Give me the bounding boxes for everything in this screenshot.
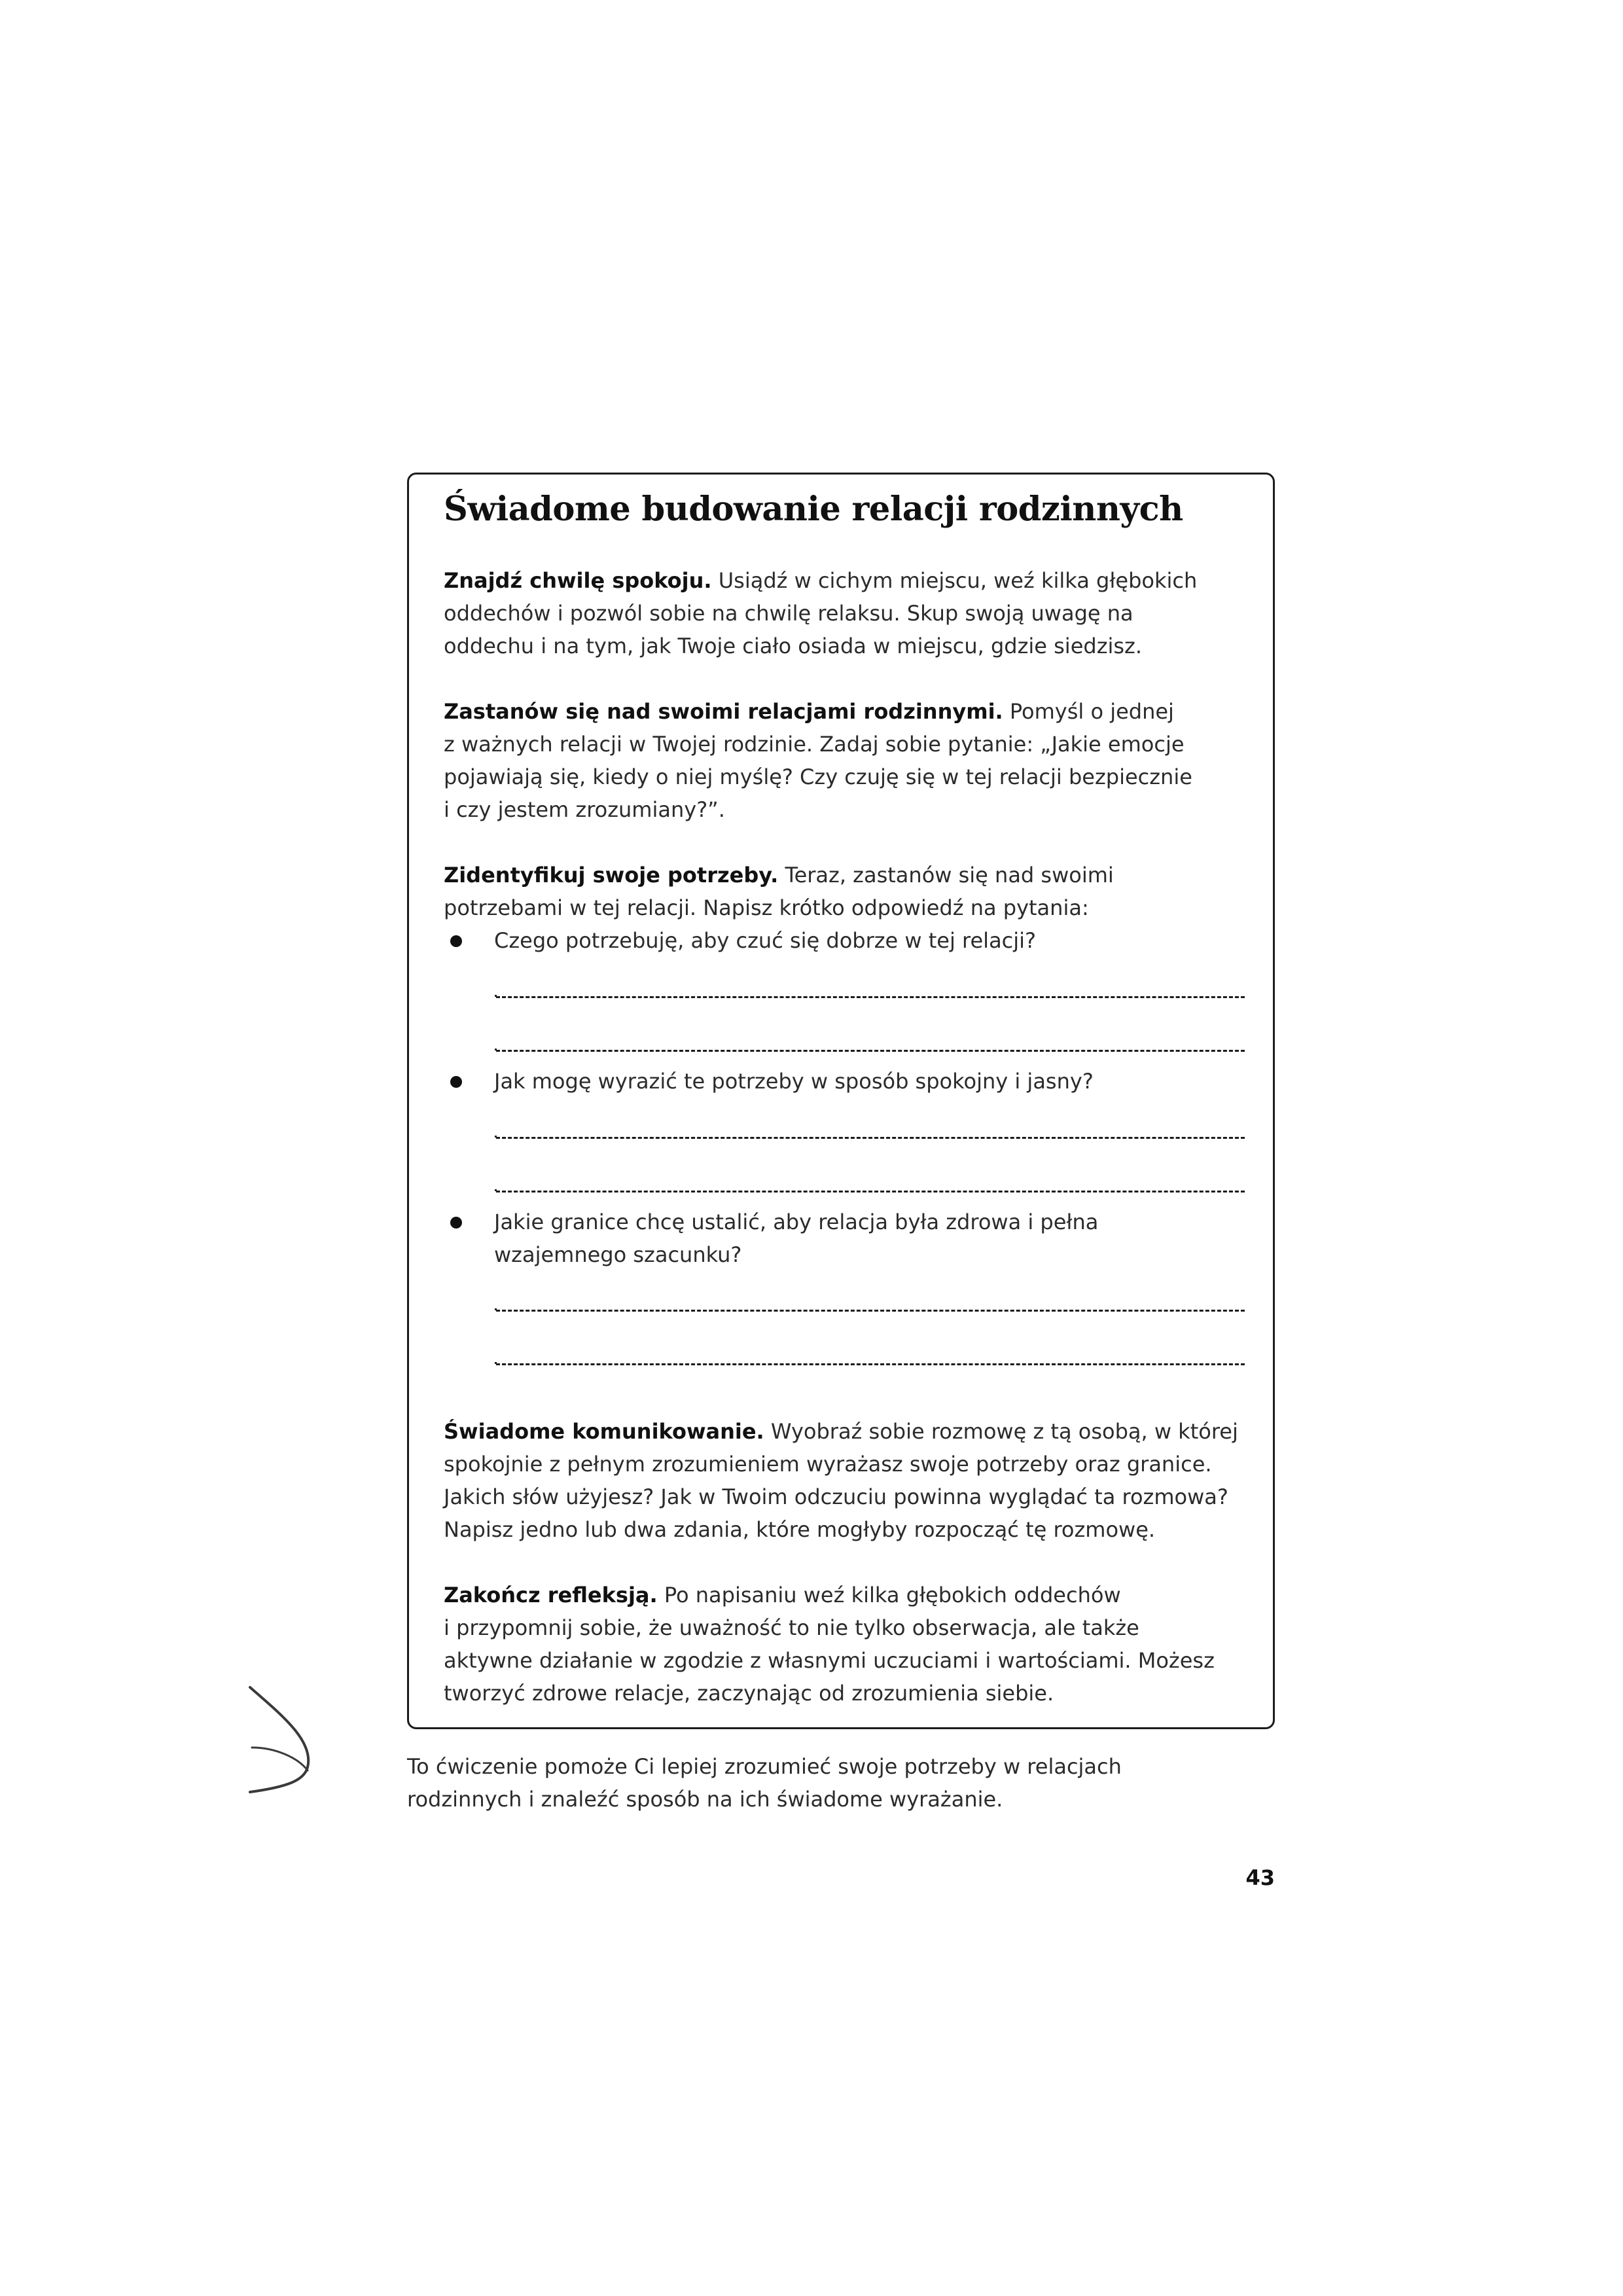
section-find-calm bbox=[444, 564, 1262, 662]
answer-line[interactable] bbox=[496, 996, 1245, 998]
section-text: i czy jestem zrozumiany?”. bbox=[444, 797, 725, 822]
bullet-icon bbox=[450, 935, 462, 947]
section-lead: Zastanów się nad swoimi relacjami rodzinnymi. bbox=[444, 699, 1003, 724]
section-text: potrzebami w tej relacji. Napisz krótko odpowiedź na pytania: bbox=[444, 895, 1089, 920]
answer-line[interactable] bbox=[496, 1310, 1245, 1312]
section-identify-needs bbox=[444, 859, 1262, 924]
section-conscious-communication bbox=[444, 1415, 1262, 1546]
bullet-icon bbox=[450, 1076, 462, 1088]
section-text: spokojnie z pełnym zrozumieniem wyrażasz swoje potrzeby oraz granice. bbox=[444, 1452, 1212, 1477]
answer-line[interactable] bbox=[496, 1050, 1245, 1052]
section-text: Teraz, zastanów się nad swoimi bbox=[778, 863, 1114, 888]
section-lead: Znajdź chwilę spokoju. bbox=[444, 568, 712, 593]
section-text: aktywne działanie w zgodzie z własnymi uczuciami i wartościami. Możesz bbox=[444, 1648, 1215, 1673]
page-number: 43 bbox=[1245, 1865, 1275, 1890]
answer-line[interactable] bbox=[496, 1363, 1245, 1365]
section-text: i przypomnij sobie, że uważność to nie tylko obserwacja, ale także bbox=[444, 1615, 1139, 1640]
section-text: tworzyć zdrowe relacje, zaczynając od zrozumienia siebie. bbox=[444, 1681, 1054, 1706]
question-text: wzajemnego szacunku? bbox=[494, 1242, 742, 1267]
question-text: Jak mogę wyrazić te potrzeby w sposób spokojny i jasny? bbox=[494, 1069, 1094, 1094]
section-reflection bbox=[444, 1579, 1262, 1710]
section-text: Po napisaniu weź kilka głębokich oddechów bbox=[657, 1583, 1121, 1607]
section-text: Pomyśl o jednej bbox=[1003, 699, 1174, 724]
section-text: oddechów i pozwól sobie na chwilę relaksu. Skup swoją uwagę na bbox=[444, 601, 1133, 626]
section-text: z ważnych relacji w Twojej rodzinie. Zadaj sobie pytanie: „Jakie emocje bbox=[444, 732, 1185, 757]
answer-line[interactable] bbox=[496, 1191, 1245, 1193]
exercise-title: Świadome budowanie relacji rodzinnych bbox=[444, 490, 1183, 529]
question-text: Jakie granice chcę ustalić, aby relacja była zdrowa i pełna bbox=[494, 1210, 1099, 1234]
section-text: Napisz jedno lub dwa zdania, które mogłyby rozpocząć tę rozmowę. bbox=[444, 1517, 1156, 1542]
section-family-relations bbox=[444, 695, 1262, 826]
question-text: Czego potrzebuję, aby czuć się dobrze w tej relacji? bbox=[494, 928, 1037, 953]
bullet-icon bbox=[450, 1217, 462, 1229]
section-text: oddechu i na tym, jak Twoje ciało osiada w miejscu, gdzie siedzisz. bbox=[444, 634, 1143, 658]
footer-note bbox=[407, 1750, 1122, 1816]
footer-text: rodzinnych i znaleźć sposób na ich świadome wyrażanie. bbox=[407, 1787, 1003, 1812]
answer-line[interactable] bbox=[496, 1137, 1245, 1139]
hand-drawn-curve-icon bbox=[242, 1682, 321, 1793]
section-text: Wyobraź sobie rozmowę z tą osobą, w której bbox=[764, 1419, 1238, 1444]
section-lead: Świadome komunikowanie. bbox=[444, 1419, 764, 1444]
footer-text: To ćwiczenie pomoże Ci lepiej zrozumieć swoje potrzeby w relacjach bbox=[407, 1754, 1122, 1779]
section-lead: Zidentyfikuj swoje potrzeby. bbox=[444, 863, 779, 888]
section-text: pojawiają się, kiedy o niej myślę? Czy czuję się w tej relacji bezpiecznie bbox=[444, 764, 1192, 789]
section-text: Jakich słów użyjesz? Jak w Twoim odczuciu powinna wyglądać ta rozmowa? bbox=[444, 1484, 1228, 1509]
section-lead: Zakończ refleksją. bbox=[444, 1583, 658, 1607]
section-text: Usiądź w cichym miejscu, weź kilka głębokich bbox=[711, 568, 1198, 593]
